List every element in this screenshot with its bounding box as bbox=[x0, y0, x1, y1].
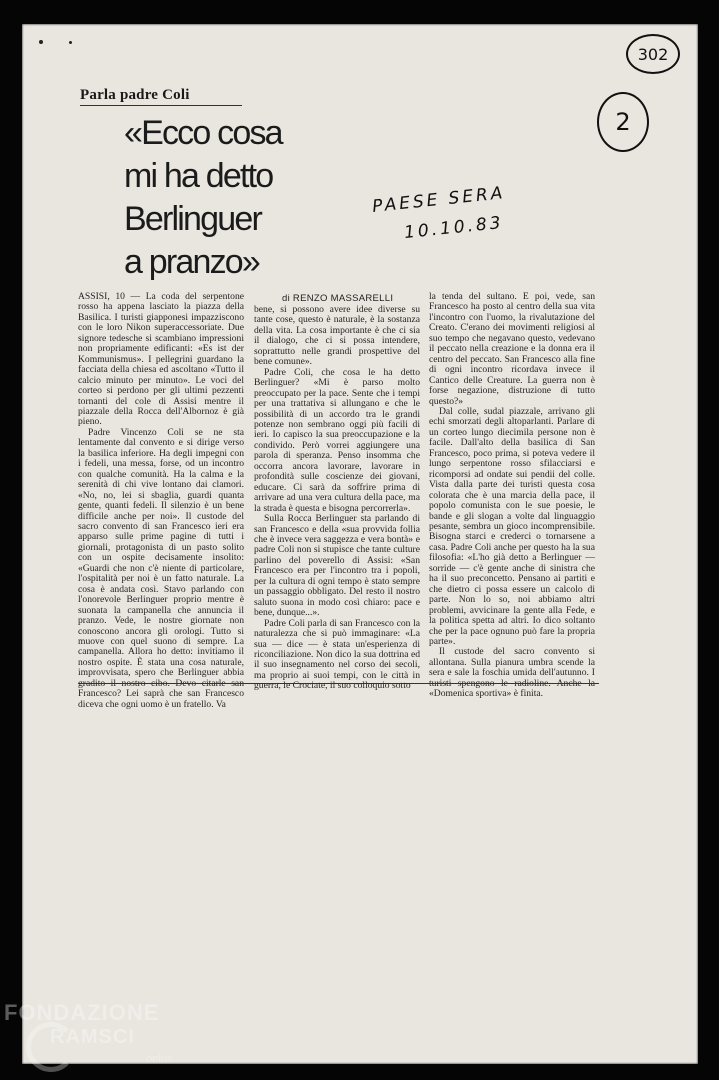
article-column-3 bbox=[429, 292, 595, 700]
headline-line: mi ha detto bbox=[124, 157, 273, 195]
archive-number: 302 bbox=[637, 44, 669, 64]
article-kicker: Parla padre Coli bbox=[80, 87, 242, 106]
paragraph: Padre Coli, che cosa le ha detto Berlinguer? «Mi è parso molto preoccupato per la pace. Sente che i tempi per una trattativa si allungano e che le possibilità di un accordo tra le grandi potenze non sembrano oggi più facili di ieri. Io capisco la sua preoccupazione e la condivido. Però vorrei aggiungere una parola di speranza. Penso insomma che occorra ancora lavorare, lavorare in profondità sulle coscienze dei giovani, educare. Ci sarà da soffrire prima di arrivare ad una vera cultura della pace, ma la strada è questa e bisogna percorrerla». bbox=[254, 366, 420, 514]
handwritten-source: PAESE SERA bbox=[371, 183, 507, 217]
paragraph: Padre Coli parla di san Francesco con la naturalezza che si può immaginare: «La sua — dice — è stata un'esperienza di riconciliazione. Non dico la sua dottrina ed il suo insegnamento nel corso dei secoli, ma proprio ai suoi tempi, con le città in guerra, le Crociate, il suo colloquio sotto bbox=[254, 617, 420, 692]
paragraph: Padre Vincenzo Coli se ne sta lentamente dal convento e si dirige verso la basilica inferiore. Ha degli impegni con i fedeli, una messa, forse, od un incontro con qualche comunità. Ha la calma e la serenità di chi vive lontano dai clamori. «No, no, lei si sbaglia, guardi quanta gente, quanti fedeli. Il silenzio è un bene difficile anche per noi». Il custode del sacro convento di san Francesco ieri era apparso sulle prime pagine di tutti i giornali, protagonista di un pasto solito con un ospite decisamente insolito: «Guardi che non c'è niente di particolare, l'ospitalità per noi è un fatto naturale. La cosa è andata così. Stavo parlando con l'onorevole Berlinguer proprio mentre è suonata la campanella che annuncia il pranzo. Vede, le nostre giornate non conoscono ancora gli orologi. Tutto si muove con quel suono di sempre. La campanella. Allora ho detto: invitiamo il nostro ospite. È stata una cosa naturale, improvvisata, spero che Berlinguer abbia gradito il nostro cibo. Devo citarle san Francesco? Lei saprà che san Francesco diceva che ogni uomo è un fratello. Va bbox=[78, 426, 244, 710]
paragraph: ASSISI, 10 — La coda del serpentone rosso ha appena lasciato la piazza della Basilica. I turisti giapponesi impazziscono con le loro Nikon superaccessoriate. Due signore tedesche si scambiano impressioni non propriamente edificanti: «Es ist der Kommunismus». I pellegrini guardano la facciata della chiesa ed ascoltano «Tutto il calcio minuto per minuto». Le voci del corteo si perdono per gli ultimi pezzenti tornanti del cole di Assisi mentre il piazzale della Rocca dell'Albornoz è già pieno. bbox=[78, 291, 244, 428]
article-end-rule bbox=[78, 683, 599, 684]
headline-line: a pranzo» bbox=[124, 243, 260, 281]
headline-line: Berlinguer bbox=[124, 200, 261, 238]
pin-hole-left bbox=[39, 40, 43, 44]
article-column-2 bbox=[254, 305, 420, 692]
paragraph: Sulla Rocca Berlinguer sta parlando di san Francesco e della «sua provvida follia che è invece vera saggezza e vera bontà» e padre Coli non si stupisce che tante culture parlino del poverello di Assisi: «San Francesco era per l'incontro tra i popoli, per la cultura di ogni tempo è stato sempre un passaggio obbligato. Del resto il nostro saluto suona in modo così chiaro: pace e bene, dunque...». bbox=[254, 513, 420, 619]
article-column-1 bbox=[78, 292, 244, 710]
paragraph: Il custode del sacro convento si allontana. Sulla pianura umbra scende la sera e sale la foschia umida dell'autunno. I turisti spengono le radioline. Anche la «Domenica sportiva» è finita. bbox=[429, 646, 595, 700]
headline-line: «Ecco cosa bbox=[124, 114, 282, 152]
paragraph: la tenda del sultano. E poi, vede, san Francesco ha posto al centro della sua vita l'incontro con l'uomo, la rivalutazione del Creato. C'erano dei movimenti religiosi al suo tempo che negavano questo, vedevano il peccato nella creazione e la donna era il centro del peccato. San Francesco alla fine di ogni incontro ricordava invece il Cantico delle Creature. La guerra non è forse negazione, distruzione di tutto questo?» bbox=[429, 291, 595, 407]
article-byline: di RENZO MASSARELLI bbox=[282, 293, 394, 304]
pin-hole-right bbox=[69, 41, 72, 44]
page-number-circle bbox=[597, 92, 649, 152]
paragraph: Dal colle, sudal piazzale, arrivano gli echi smorzati degli altoparlanti. Parlare di un corteo lungo diecimila persone non è facile. Dall'alto della basilica di San Francesco, poco prima, si poteva vedere il lungo serpentone rosso sfilacciarsi e ricomporsi ad ondate sui pendii del colle. Vista dalla parte dei turisti questa cosa colorata che è una marcia della pace, il popolo comunista con le sue poesie, le bande e gli slogan a volte dal linguaggio pesante, sembra un gioco incomprensibile. Bisogna starci e crederci o tornarsene a casa. Padre Coli anche per questo ha la sua filosofia: «L'ho già detto a Berlinguer — sorride — c'è gente anche di sinistra che ha il suo preconcetto. Pensano ai partiti e che dietro ci possa essere un calcolo di parte. Non lo so, noi abbiamo altri problemi, avvicinare la gente alla Fede, e la politica spetta ad altri. Io dico soltanto che per la pace ognuno può fare la propria parte». bbox=[429, 405, 595, 647]
article-headline bbox=[124, 112, 334, 284]
archive-number-stamp bbox=[626, 34, 680, 74]
watermark-line1: FONDAZIONE bbox=[4, 1000, 160, 1025]
page-number: 2 bbox=[615, 108, 631, 136]
watermark-line3: onlus bbox=[146, 1053, 173, 1065]
paragraph: bene, si possono avere idee diverse su tante cose, questo è naturale, è la sostanza della vita. La cosa importante è che ci sia il dialogo, che ci si possa intendere, soprattutto nelle grandi prospettive del bene comune». bbox=[254, 304, 420, 368]
watermark-line2: RAMSCI bbox=[50, 1026, 135, 1048]
handwritten-date: 10.10.83 bbox=[403, 212, 505, 244]
